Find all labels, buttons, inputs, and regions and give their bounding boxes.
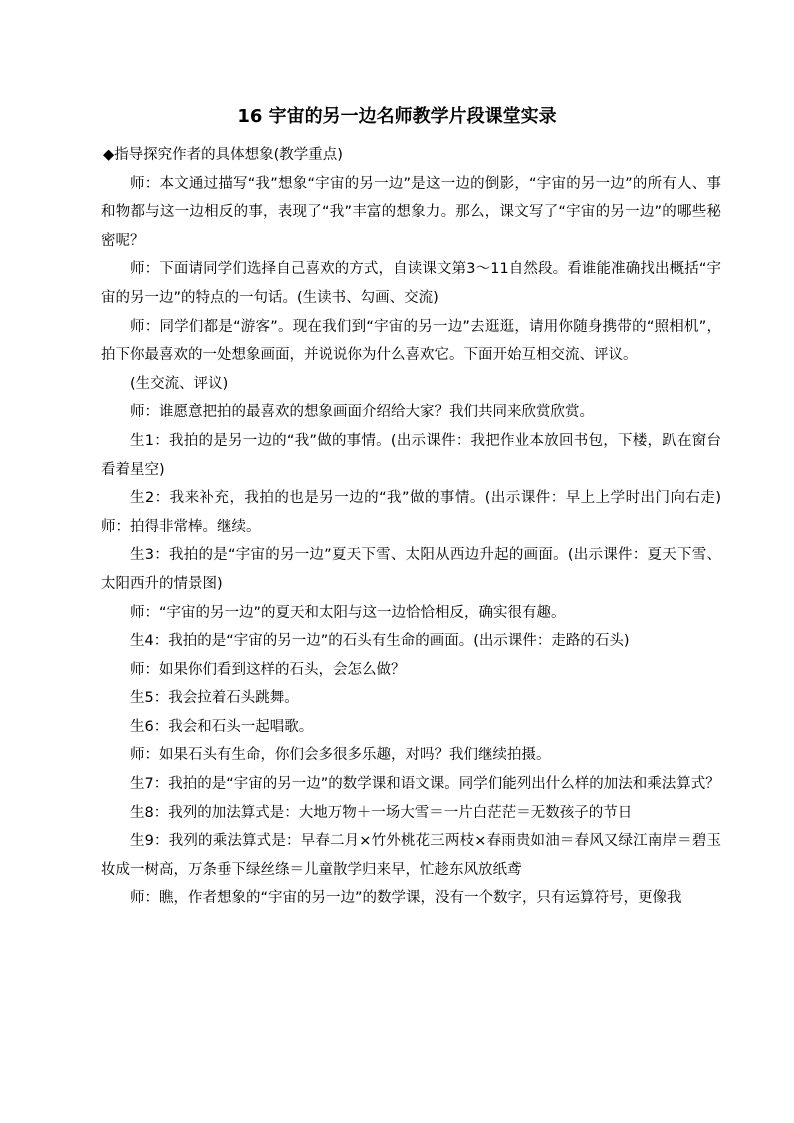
paragraph: 生7：我拍的是“宇宙的另一边”的数学课和语文课。同学们能列出什么样的加法和乘法算式？ <box>130 776 720 793</box>
paragraph: 生5：我会拉着石头跳舞。 <box>130 690 299 707</box>
paragraph: 生4：我拍的是“宇宙的另一边”的石头有生命的画面。(出示课件：走路的石头) <box>130 633 630 650</box>
paragraph: 生9：我列的乘法算式是：早春二月×竹外桃花三两枝×春雨贵如油＝春风又绿江南岸＝碧玉妆成一树高，万条垂下绿丝绦＝儿童散学归来早，忙趁东风放纸鸢 <box>101 833 721 878</box>
paragraph: 师：如果你们看到这样的石头，会怎么做？ <box>130 661 406 678</box>
paragraph: 师：本文通过描写“我”想象“宇宙的另一边”是这一边的倒影，“宇宙的另一边”的所有人、事和物都与这一边相反的事，表现了“我”丰富的想象力。那么，课文写了“宇宙的另一边”的哪些秘密呢？ <box>101 175 721 249</box>
paragraph: 师：同学们都是“游客”。现在我们到“宇宙的另一边”去逛逛，请用你随身携带的“照相机”，拍下你最喜欢的一处想象画面，并说说你为什么喜欢它。下面开始互相交流、评议。 <box>101 318 721 364</box>
page-title: 16 宇宙的另一边名师教学片段课堂实录 <box>237 106 557 127</box>
paragraph: 师：“宇宙的另一边”的夏天和太阳与这一边恰恰相反，确实很有趣。 <box>130 604 566 621</box>
paragraph: 生6：我会和石头一起唱歌。 <box>130 718 314 735</box>
section-heading: ◆指导探究作者的具体想象(教学重点) <box>103 147 343 163</box>
paragraph: 师：瞧，作者想象的“宇宙的另一边”的数学课，没有一个数字，只有运算符号，更像我 <box>130 890 682 907</box>
paragraph: 生1：我拍的是另一边的“我”做的事情。(出示课件：我把作业本放回书包，下楼，趴在窗台看着星空) <box>101 432 721 478</box>
paragraph: 师：下面请同学们选择自己喜欢的方式，自读课文第3～11自然段。看谁能准确找出概括“宇宙的另一边”的特点的一句话。(生读书、勾画、交流) <box>101 261 721 306</box>
paragraph: 师：如果石头有生命，你们会多很多乐趣，对吗？我们继续拍摄。 <box>130 747 551 764</box>
paragraph: (生交流、评议) <box>130 375 229 392</box>
paragraph: 生8：我列的加法算式是：大地万物＋一场大雪＝一片白茫茫＝无数孩子的节日 <box>130 804 633 821</box>
paragraph: 生2：我来补充，我拍的也是另一边的“我”做的事情。(出示课件：早上上学时出门向右走) 师：拍得非常棒。继续。 <box>101 490 741 535</box>
paragraph: 师：谁愿意把拍的最喜欢的想象画面介绍给大家？我们共同来欣赏欣赏。 <box>130 404 594 421</box>
document-body <box>101 141 741 913</box>
paragraph: 生3：我拍的是“宇宙的另一边”夏天下雪、太阳从西边升起的画面。(出示课件：夏天下雪、太阳西升的情景图) <box>101 547 721 592</box>
